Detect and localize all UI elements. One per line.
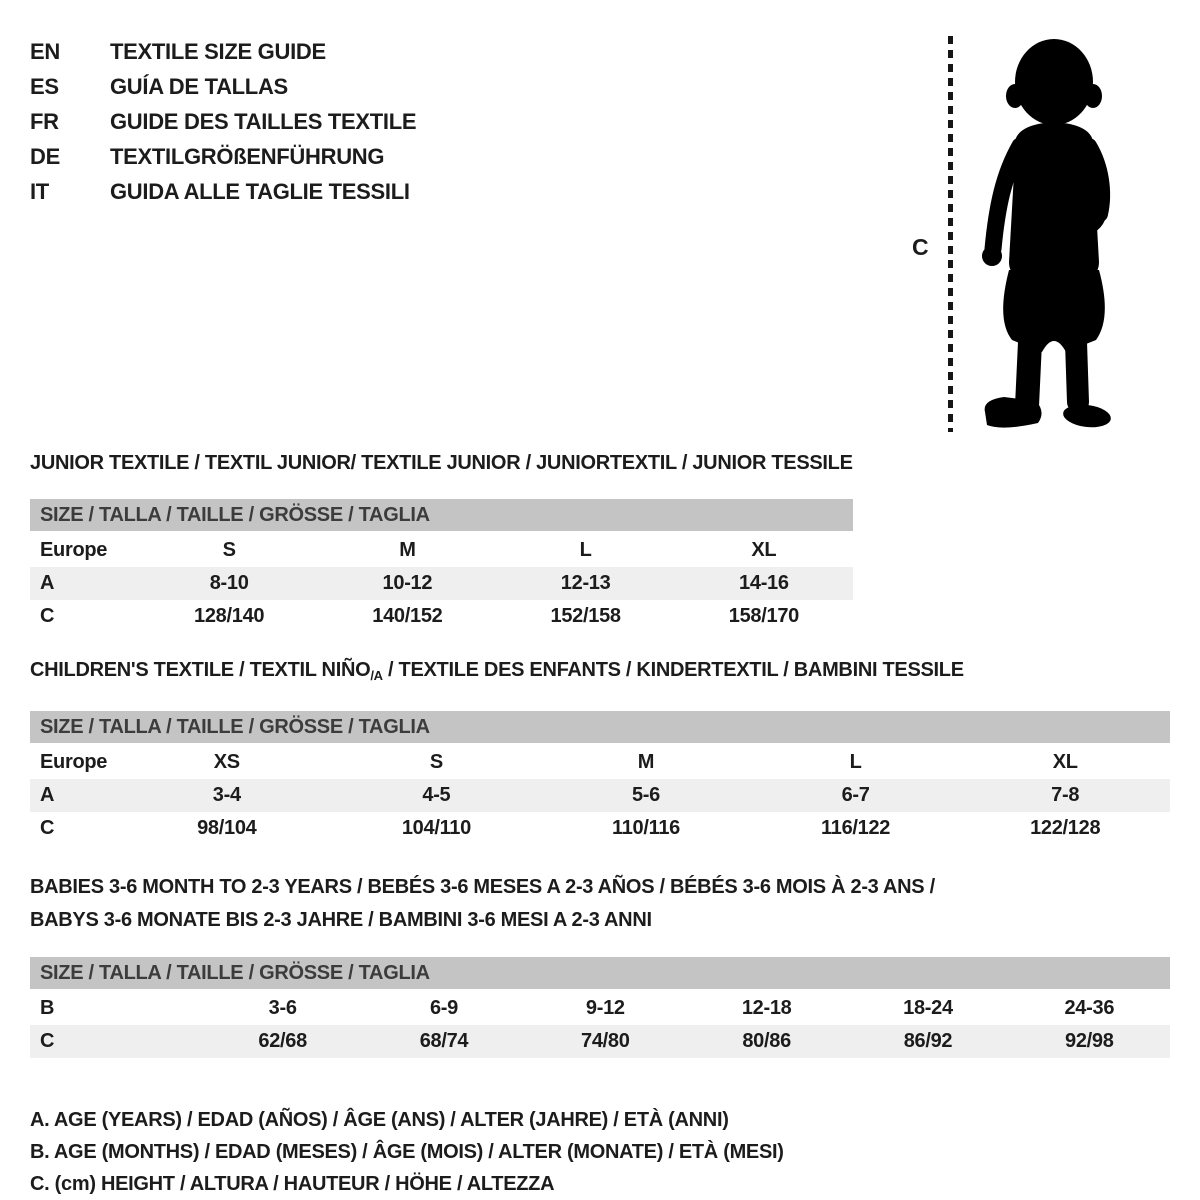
size-value: 12-18	[741, 997, 792, 1019]
row-label: C	[40, 817, 55, 839]
size-value: 4-5	[422, 784, 451, 806]
babies-table-wrap	[30, 957, 1170, 1058]
size-header-bar: SIZE / TALLA / TAILLE / GRÖSSE / TAGLIA	[30, 499, 853, 531]
size-value: XL	[1052, 751, 1078, 773]
height-measure-label: C	[912, 234, 929, 260]
size-value: M	[399, 539, 416, 561]
size-value: 12-13	[560, 572, 611, 594]
size-value: 152/158	[550, 605, 621, 627]
height-measure-dashed-line	[948, 36, 953, 432]
babies-title-line-2: BABYS 3-6 MONATE BIS 2-3 JAHRE / BAMBINI 3-6 MESI A 2-3 ANNI	[30, 909, 652, 931]
size-value: L	[579, 539, 592, 561]
language-title: TEXTILE SIZE GUIDE	[110, 38, 326, 64]
language-code: ES	[30, 73, 59, 99]
table-row	[30, 779, 1170, 812]
table-row	[30, 746, 1170, 779]
size-value: 3-6	[268, 997, 297, 1019]
size-value: S	[429, 751, 443, 773]
legend-line-b: B. AGE (MONTHS) / EDAD (MESES) / ÂGE (MOIS) / ALTER (MONATE) / ETÀ (MESI)	[30, 1141, 784, 1163]
legend-line-c: C. (cm) HEIGHT / ALTURA / HAUTEUR / HÖHE / ALTEZZA	[30, 1173, 555, 1195]
size-value: 6-9	[429, 997, 458, 1019]
size-value: 24-36	[1064, 997, 1115, 1019]
size-value: 98/104	[197, 817, 257, 839]
table-row	[30, 1025, 1170, 1058]
size-value: 86/92	[903, 1030, 953, 1052]
row-label: A	[40, 572, 55, 594]
size-value: 110/116	[611, 817, 680, 839]
size-value: 10-12	[382, 572, 433, 594]
row-label: A	[40, 784, 55, 806]
size-value: 158/170	[728, 605, 799, 627]
row-label: C	[40, 1030, 55, 1052]
language-title: TEXTILGRÖßENFÜHRUNG	[110, 143, 385, 169]
header	[30, 34, 1170, 436]
legend	[30, 1104, 1170, 1200]
legend-line-a: A. AGE (YEARS) / EDAD (AÑOS) / ÂGE (ANS) / ALTER (JAHRE) / ETÀ (ANNI)	[30, 1109, 729, 1131]
row-label: Europe	[40, 751, 108, 773]
children-table-wrap	[30, 711, 1170, 845]
size-value: 3-4	[212, 784, 241, 806]
size-value: 122/128	[1030, 817, 1101, 839]
junior-textile-section	[30, 452, 1170, 633]
junior-size-table	[30, 534, 853, 633]
children-title-subscript: /A	[370, 668, 383, 683]
babies-size-table	[30, 992, 1170, 1058]
size-value: XL	[751, 539, 777, 561]
table-row	[30, 600, 853, 633]
size-header-bar: SIZE / TALLA / TAILLE / GRÖSSE / TAGLIA	[30, 957, 1170, 989]
size-value: 74/80	[581, 1030, 630, 1052]
size-value: 128/140	[194, 605, 265, 627]
table-row	[30, 567, 853, 600]
size-value: 5-6	[631, 784, 660, 806]
table-row	[30, 812, 1170, 845]
size-value: 14-16	[739, 572, 789, 594]
language-code: FR	[30, 108, 59, 134]
size-value: 140/152	[372, 605, 443, 627]
size-value: 9-12	[585, 997, 625, 1019]
size-value: 7-8	[1051, 784, 1080, 806]
children-title-prefix: CHILDREN'S TEXTILE / TEXTIL NIÑO	[30, 659, 371, 681]
size-value: 92/98	[1065, 1030, 1114, 1052]
children-size-table	[30, 746, 1170, 845]
size-value: L	[849, 751, 862, 773]
size-value: 104/110	[401, 817, 471, 839]
size-header-bar: SIZE / TALLA / TAILLE / GRÖSSE / TAGLIA	[30, 711, 1170, 743]
size-value: M	[637, 751, 655, 773]
junior-section-title: JUNIOR TEXTILE / TEXTIL JUNIOR/ TEXTILE JUNIOR / JUNIORTEXTIL / JUNIOR TESSILE	[30, 452, 853, 474]
size-value: 8-10	[209, 572, 249, 594]
size-value: 6-7	[841, 784, 870, 806]
size-value: 68/74	[419, 1030, 469, 1052]
size-value: 62/68	[258, 1030, 307, 1052]
size-value: 116/122	[821, 817, 891, 839]
size-value: 18-24	[903, 997, 953, 1019]
toddler-silhouette-icon	[968, 34, 1136, 434]
babies-section-title	[30, 871, 1170, 937]
language-title: GUIDE DES TAILLES TEXTILE	[110, 108, 417, 134]
size-value: 80/86	[742, 1030, 791, 1052]
language-code: IT	[30, 178, 49, 204]
row-label: Europe	[40, 539, 108, 561]
children-textile-section	[30, 659, 1170, 845]
table-row	[30, 534, 853, 567]
junior-table-wrap	[30, 499, 853, 633]
size-value: XS	[213, 751, 240, 773]
language-title: GUIDA ALLE TAGLIE TESSILI	[110, 178, 410, 204]
children-section-title	[30, 659, 1170, 687]
table-row	[30, 992, 1170, 1025]
language-code: DE	[30, 143, 60, 169]
size-value: S	[222, 539, 236, 561]
language-code: EN	[30, 38, 60, 64]
children-title-suffix: / TEXTILE DES ENFANTS / KINDERTEXTIL / BAMBINI TESSILE	[382, 659, 964, 681]
language-title: GUÍA DE TALLAS	[110, 73, 288, 99]
babies-title-line-1: BABIES 3-6 MONTH TO 2-3 YEARS / BEBÉS 3-6 MESES A 2-3 AÑOS / BÉBÉS 3-6 MOIS À 2-3 ANS /	[30, 876, 935, 898]
row-label: B	[40, 997, 55, 1019]
row-label: C	[40, 605, 55, 627]
babies-textile-section	[30, 871, 1170, 1058]
